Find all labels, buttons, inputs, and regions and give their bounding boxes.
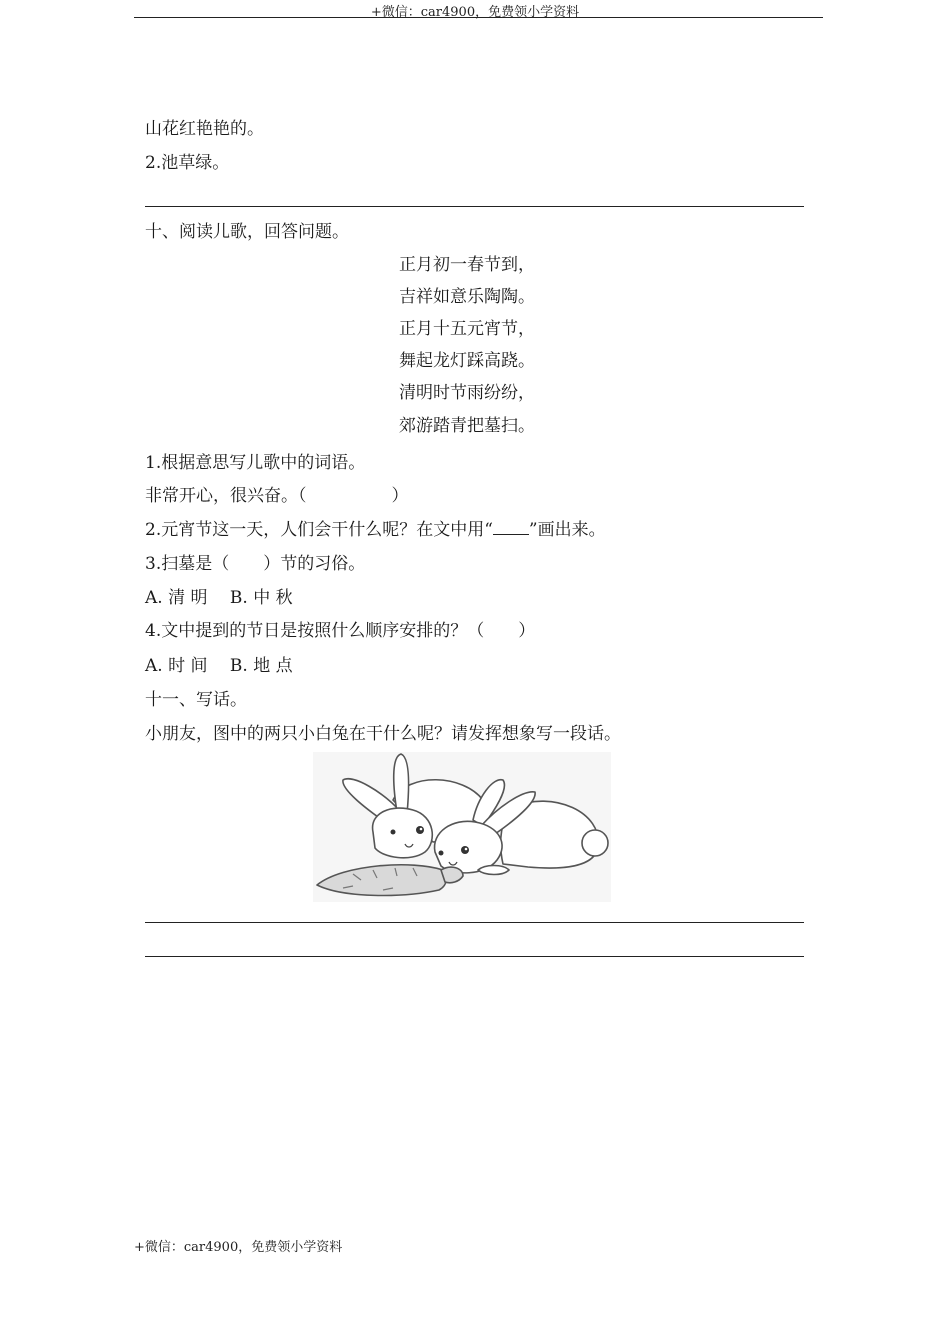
answer-line-2: 2.池草绿。 xyxy=(145,153,230,173)
rabbits-carrot-illustration xyxy=(313,752,611,902)
header-rule xyxy=(134,17,823,18)
writing-line-2 xyxy=(145,956,804,957)
question-4: 4.文中提到的节日是按照什么顺序安排的？（ ） xyxy=(145,621,536,641)
underline-blank xyxy=(493,519,529,535)
poem-line: 正月初一春节到， xyxy=(399,255,535,275)
section-11-prompt: 小朋友，图中的两只小白兔在干什么呢？请发挥想象写一段话。 xyxy=(145,724,621,744)
poem-line: 吉祥如意乐陶陶。 xyxy=(399,287,535,307)
question-2 xyxy=(145,519,606,541)
question-2-text: 2.元宵节这一天，人们会干什么呢？在文中用“ xyxy=(145,520,493,540)
poem-line: 舞起龙灯踩高跷。 xyxy=(399,351,535,371)
poem-line: 郊游踏青把墓扫。 xyxy=(399,416,535,436)
poem-line: 清明时节雨纷纷， xyxy=(399,383,535,403)
answer-rule xyxy=(145,206,804,207)
section-11-title: 十一、写话。 xyxy=(145,690,247,710)
question-4-options: A. 时 间 B. 地 点 xyxy=(145,656,293,676)
question-3: 3.扫墓是（ ）节的习俗。 xyxy=(145,554,366,574)
answer-line-1: 山花红艳艳的。 xyxy=(145,119,264,139)
page-header: +微信：car4900，免费领小学资料 xyxy=(370,5,580,20)
page-footer: +微信：car4900，免费领小学资料 xyxy=(134,1240,343,1255)
poem-line: 正月十五元宵节， xyxy=(399,319,535,339)
question-2-text-end: ”画出来。 xyxy=(528,520,606,540)
question-1: 1.根据意思写儿歌中的词语。 xyxy=(145,453,366,473)
writing-line-1 xyxy=(145,922,804,923)
section-10-title: 十、阅读儿歌，回答问题。 xyxy=(145,222,349,242)
question-1-item: 非常开心，很兴奋。（ ） xyxy=(145,486,409,506)
question-3-options: A. 清 明 B. 中 秋 xyxy=(145,588,293,608)
